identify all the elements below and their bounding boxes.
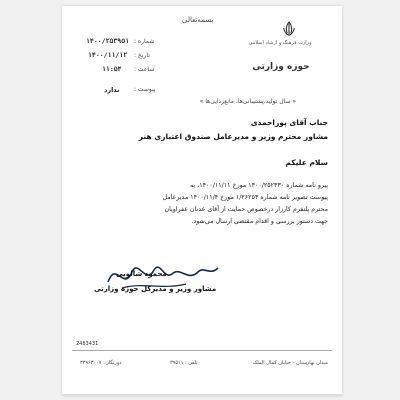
body-line: محترم پلتفرم کارزار درخصوص حمایت از آقای عدنان عفراویان — [164, 206, 328, 213]
number-value: ۱۴۰۰/۲۵۳۹۵۱ — [86, 37, 130, 45]
footer-address: میدان بهارستان - خیابان کمال الملک — [252, 360, 328, 366]
ministry-name: وزارت فرهنگ و ارشاد اسلامی — [248, 40, 312, 46]
year-slogan: « سال تولید،پشتیبانی‌ها، مانع‌زدایی‌ها » — [199, 98, 296, 105]
page-edge — [62, 394, 342, 396]
iran-emblem-icon — [280, 20, 298, 38]
time-value: ۱۱:۵۴ — [102, 65, 122, 73]
letter-page — [62, 6, 342, 396]
body-line: پیوست تصویر نامه شماره ۱/۲۶۲۵۳ مورخ ۱۴۰۰/۱۱/۴ مدیرعامل — [162, 194, 328, 201]
document-code: 2483431 — [76, 341, 99, 347]
attachment-label: پیوست : — [134, 86, 156, 93]
signer-title: مشاور وزیر و مدیرکل حوزه وزارتی — [94, 285, 217, 293]
bismillah-heading: بسمه‌تعالی — [182, 16, 214, 24]
signer-name: محمود شالویی — [116, 270, 167, 278]
office-name: حوزه وزارتی — [252, 62, 310, 72]
recipient-title: مشاور محترم وزیر و مدیرعامل صندوق اعتباری هنر — [138, 132, 328, 141]
footer-fax: دورنگار : ۳۳۹۶۳۰۰۷ — [80, 360, 122, 366]
recipient-name: جناب آقای پوراحمدی — [250, 118, 328, 127]
body-line: پیرو نامه شماره ۱۴۰۰/۲۵۲۳۳۰ مورخ ۱۴۰۰/۱۱/۱۱، به — [190, 182, 328, 189]
time-label: ساعت : — [134, 66, 155, 73]
number-label: شماره : — [134, 38, 155, 45]
body-line: جهت دستور بررسی و اقدام مقتضی ارسال می‌شود. — [191, 218, 328, 225]
footer-divider — [72, 350, 332, 351]
greeting: سلام علیکم — [285, 158, 328, 167]
date-label: تاریخ : — [134, 52, 150, 59]
date-value: ۱۴۰۰/۱۱/۱۲ — [88, 51, 128, 59]
attachment-value: ندارد — [104, 86, 120, 94]
footer-phone: تلفن : ۳۹۵۱۱ — [170, 360, 198, 366]
